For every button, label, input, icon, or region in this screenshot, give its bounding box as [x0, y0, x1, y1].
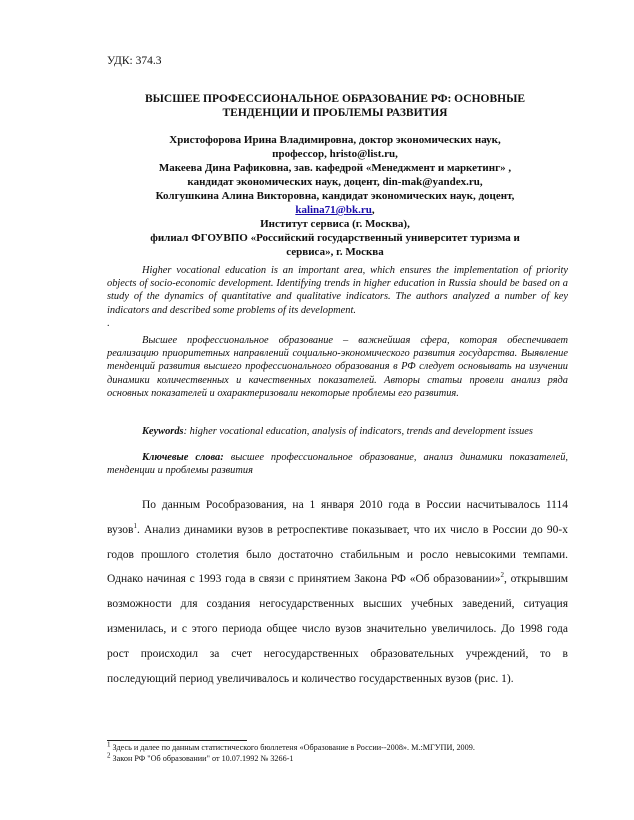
udc-code: УДК: 374.3: [107, 55, 162, 67]
author-line: Институт сервиса (г. Москва),: [260, 218, 410, 230]
author-line: Христофорова Ирина Владимировна, доктор экономических наук,: [169, 134, 501, 146]
footnote-2: [107, 753, 577, 764]
abstract-russian: Высшее профессиональное образование – важнейшая сфера, которая обеспечивает реализацию приоритетных направлений социально-экономического развития государства. Выявление тенденций развития высшего профессионального образования в РФ следует основывать на изучении динамики количественных и качественных показателей. Авторы статьи провели анализ ряда основных показателей и охарактеризовали некоторые проблемы его развития.: [107, 335, 568, 399]
footnote-text: Здесь и далее по данным статистического бюллетеня «Образование в России--2008». М.:МГУПИ, 2009.: [110, 743, 475, 752]
author-line: сервиса», г. Москва: [286, 246, 384, 258]
separator: ,: [371, 204, 375, 216]
footnote-divider: [107, 740, 247, 741]
keywords-text: высшее профессиональное образование, анализ динамики показателей, тенденции и проблемы развития: [107, 452, 568, 477]
abstract-english: Higher vocational education is an important area, which ensures the implementation of priority objects of socio-economic development. Identifying trends in higher education in Russia should be based on a study of the dynamics of quantitative and qualitative indicators. The authors analyzed a number of key indicators and described some problems of its development.: [107, 265, 568, 316]
body-text: , открывшим возможности для создания негосударственных высших учебных заведений, ситуация изменилась, и с этого периода общее число вузов значительно увеличилось. До 1998 года рост происходил за счет негосударственных образовательных учреждений, то в последующий период увеличивалось и количество государственных вузов (рис. 1).: [107, 573, 568, 685]
email-link[interactable]: kalina71@bk.ru: [295, 204, 372, 216]
body-text: По данным Рособразования, на 1 января 2010 года в России насчитывалось 1114 вузов: [107, 499, 568, 536]
stray-dot: .: [107, 318, 110, 329]
author-line: филиал ФГОУВПО «Российский государственный университет туризма и: [150, 232, 520, 244]
footnote-number: 1: [107, 740, 111, 749]
footnote-1: [107, 742, 577, 753]
body-paragraph: [107, 493, 568, 691]
keywords-text: : higher vocational education, analysis of indicators, trends and development issues: [183, 426, 533, 437]
keywords-russian: [107, 451, 568, 477]
article-title: [100, 92, 570, 120]
author-line: кандидат экономических наук, доцент, din-mak@yandex.ru,: [187, 176, 483, 188]
title-line: ВЫСШЕЕ ПРОФЕССИОНАЛЬНОЕ ОБРАЗОВАНИЕ РФ: ОСНОВНЫЕ: [144, 93, 526, 105]
author-line: Макеева Дина Рафиковна, зав. кафедрой «Менеджмент и маркетинг» ,: [158, 162, 512, 174]
keywords-label: Keywords: [142, 426, 184, 437]
author-line: [100, 203, 570, 217]
footnote-text: Закон РФ "Об образовании" от 10.07.1992 № 3266-1: [110, 754, 294, 763]
author-line: профессор, hristo@list.ru,: [272, 148, 398, 160]
footnote-ref[interactable]: 2: [500, 571, 505, 580]
body-text: . Анализ динамики вузов в ретроспективе показывает, что их число в России до 90-х годов прошлого столетия было достаточно стабильным и росло невысокими темпами. Однако начиная с 1993 года в связи с принятием Закона РФ «Об образовании»: [107, 523, 568, 586]
keywords-label: Ключевые слова:: [142, 452, 224, 463]
footnote-number: 2: [107, 751, 111, 760]
keywords-english: [107, 425, 568, 438]
authors-block: [100, 133, 570, 259]
author-line: Колгушкина Алина Викторовна, кандидат экономических наук, доцент,: [155, 190, 515, 202]
title-line: ТЕНДЕНЦИИ И ПРОБЛЕМЫ РАЗВИТИЯ: [222, 107, 448, 119]
footnote-ref[interactable]: 1: [133, 521, 137, 530]
